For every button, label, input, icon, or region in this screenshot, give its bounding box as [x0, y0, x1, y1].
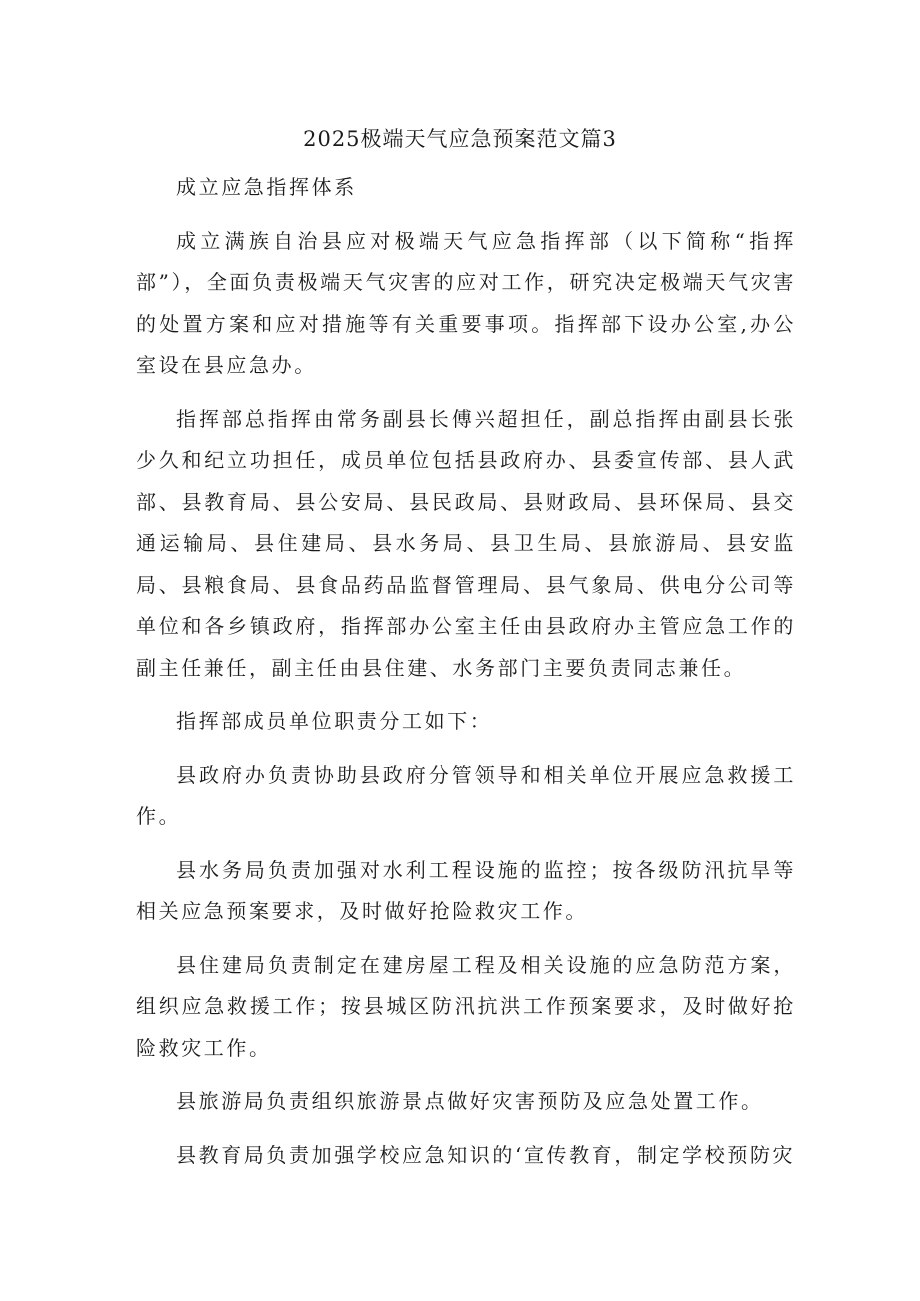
- body-paragraph: 县教育局负责加强学校应急知识的‘宣传教育，制定学校预防灾: [176, 1142, 796, 1167]
- body-paragraph: 成立满族自治县应对极端天气应急指挥部（以下简称“指挥部”），全面负责极端天气灾害的应对工作，研究决定极端天气灾害的处置方案和应对措施等有关重要事项。指挥部下设办公室,办公室设在县应急办。: [136, 228, 796, 377]
- document-body: [136, 167, 796, 1188]
- body-paragraph: 指挥部总指挥由常务副县长傅兴超担任，副总指挥由副县长张少久和纪立功担任，成员单位包括县政府办、县委宣传部、县人武部、县教育局、县公安局、县民政局、县财政局、县环保局、县交通运输局、县住建局、县水务局、县卫生局、县旅游局、县安监局、县粮食局、县食品药品监督管理局、县气象局、供电分公司等单位和各乡镇政府，指挥部办公室主任由县政府办主管应急工作的副主任兼任，副主任由县住建、水务部门主要负责同志兼任。: [136, 406, 796, 680]
- body-paragraph: 县政府办负责协助县政府分管领导和相关单位开展应急救援工作。: [136, 762, 796, 828]
- section-heading: 成立应急指挥体系: [176, 175, 357, 199]
- document-title: 2025极端天气应急预案范文篇3: [303, 127, 617, 151]
- body-paragraph: 县水务局负责加强对水利工程设施的监控；按各级防汛抗旱等相关应急预案要求，及时做好抢险救灾工作。: [136, 857, 796, 923]
- body-paragraph: 县住建局负责制定在建房屋工程及相关设施的应急防范方案，组织应急救援工作；按县城区防汛抗洪工作预案要求，及时做好抢险救灾工作。: [136, 952, 796, 1060]
- body-paragraph: 指挥部成员单位职责分工如下：: [176, 709, 493, 733]
- body-paragraph: 县旅游局负责组织旅游景点做好灾害预防及应急处置工作。: [176, 1089, 764, 1113]
